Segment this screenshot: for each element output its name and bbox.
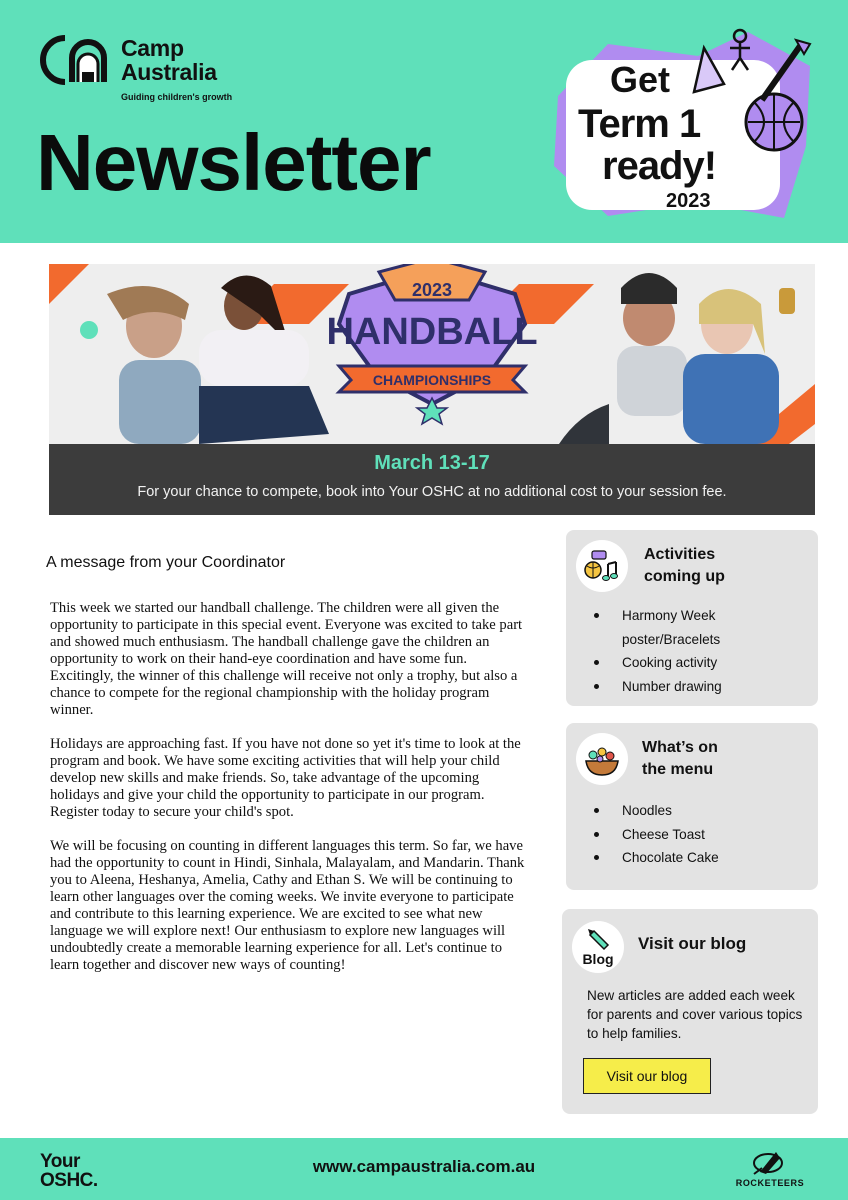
list-item: Number drawing [594,675,794,699]
message-paragraph-1: This week we started our handball challenge. The children were all given the opportunity to participate in this special event. Everyone was excited to take part and showed much enthusiasm. The handball challenge gave the children an opportunity to work on their hand-eye coordination and have some fun. Excitingly, the winner of this challenge will receive not only a trophy, but also a chance to compete for the regional championship with the holiday program winner. [50,600,523,718]
activities-list [594,604,794,698]
banner-note: For your chance to compete, book into Your OSHC at no additional cost to your session fee. [137,484,727,500]
blog-card [562,909,818,1114]
brand-tagline: Guiding children's growth [121,92,233,102]
your-oshc-logo-line1: Your [40,1151,80,1172]
handball-banner[interactable] [49,264,815,515]
camp-australia-logo[interactable] [38,34,258,114]
your-oshc-logo-line2: OSHC. [40,1170,98,1191]
message-paragraph-3: We will be focusing on counting in different languages this term. So far, we have had the opportunity to count in Hindi, Sinhala, Malayalam, and Mandarin. Thank you to Aleena, Heshanya, Amelia, Cathy and Ethan S. We will be continuing to learn other languages over the coming weeks. We invite everyone to participate and contribute to this learning experience. We are excited to see what new language we will explore next! Our enthusiasm to explore new languages will undoubtedly create a memorable learning experience for all. Let's continue to learn together and discover new ways of counting! [50,838,525,973]
visit-blog-button[interactable]: Visit our blog [583,1058,711,1094]
rocket-icon [720,1148,820,1178]
banner-event-subtitle: CHAMPIONSHIPS [372,372,492,388]
badge-line-get: Get [610,59,671,100]
coordinator-heading: A message from your Coordinator [46,554,286,571]
list-item: Harmony Week poster/Bracelets [594,604,794,651]
brand-name-line2: Australia [121,59,217,85]
page-title: Newsletter [36,118,431,207]
handball-banner-art [49,264,815,444]
menu-title-line2: the menu [642,761,714,778]
rocketeers-logo[interactable] [720,1148,820,1192]
banner-info-strip [49,444,815,515]
blog-title: Visit our blog [638,934,747,953]
music-ball-icon [576,540,628,592]
footer-band [0,1138,848,1200]
menu-icon [576,733,628,785]
message-paragraph-2: Holidays are approaching fast. If you have not done so yet it's time to look at the program and book. We have some exciting activities that will help your child develop new skills and make friends. So, take advantage of the upcoming holidays and give your child the opportunity to participate in our program. Register today to secure your child's spot. [50,736,521,820]
camp-australia-logo-icon [38,34,118,86]
header-band [0,0,848,243]
activities-icon [576,540,628,592]
badge-line-term: Term 1 [578,102,701,146]
badge-line-ready: ready! [602,144,717,188]
coordinator-message [50,600,526,991]
activities-card [566,530,818,706]
banner-dates: March 13-17 [374,452,490,474]
website-link[interactable]: www.campaustralia.com.au [312,1157,536,1176]
brand-name-line1: Camp [121,35,184,61]
food-bowl-icon [576,733,628,785]
menu-title [642,737,718,781]
blog-icon [572,921,624,973]
list-item: Noodles [594,799,794,823]
banner-event-name: HANDBALL [326,311,538,353]
activities-title-line2: coming up [644,568,725,585]
blog-icon-label: Blog [582,951,614,967]
rocketeers-wordmark: ROCKETEERS [735,1178,805,1188]
list-item: Chocolate Cake [594,846,794,870]
list-item: Cheese Toast [594,823,794,847]
banner-year: 2023 [411,280,453,300]
activities-title [644,544,725,588]
menu-card [566,723,818,890]
blog-description: New articles are added each week for parents and cover various topics to help families. [587,988,803,1041]
badge-year: 2023 [666,190,711,212]
activities-title-line1: Activities [644,546,716,563]
term-ready-badge [548,26,820,222]
menu-list [594,799,794,870]
list-item: Cooking activity [594,651,794,675]
brand-name [121,36,217,84]
menu-title-line1: What’s on [642,739,718,756]
